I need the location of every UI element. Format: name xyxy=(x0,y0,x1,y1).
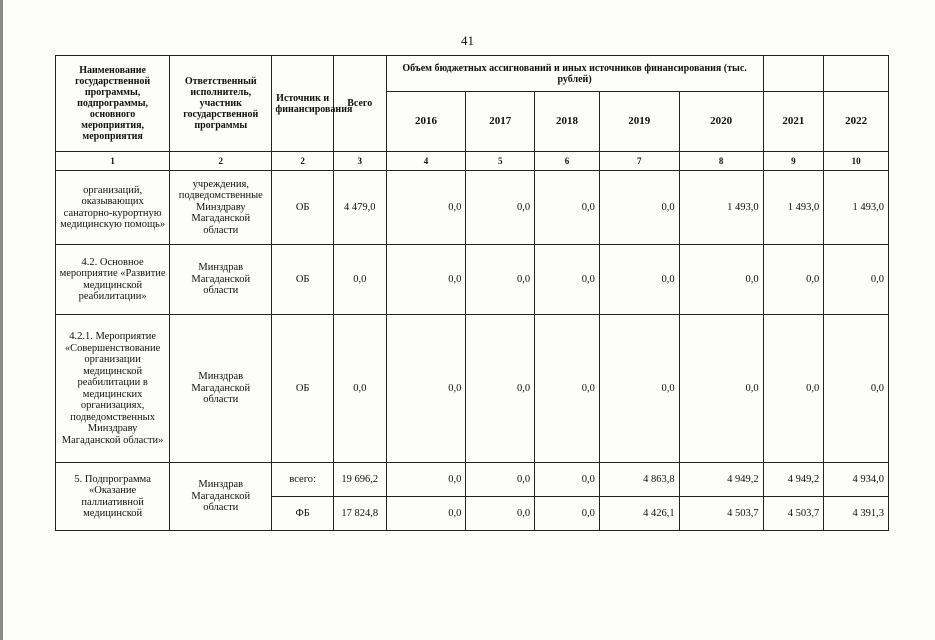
row-year-value: 1 493,0 xyxy=(679,171,763,245)
page-edge-line xyxy=(0,0,3,640)
row-year-value: 1 493,0 xyxy=(824,171,889,245)
header-year: 2021 xyxy=(763,92,824,152)
row-total: 19 696,2 xyxy=(333,463,386,497)
row-year-value: 0,0 xyxy=(386,171,466,245)
row-year-value: 0,0 xyxy=(824,245,889,315)
row-year-value: 0,0 xyxy=(386,315,466,463)
header-empty-cell xyxy=(824,56,889,92)
row-name: 4.2. Основное мероприятие «Развитие медицинской реабилитации» xyxy=(56,245,170,315)
header-name: Наименование государственной программы, подпрограммы, основного мероприятия, мероприятия xyxy=(56,56,170,152)
column-number: 9 xyxy=(763,152,824,171)
table-row xyxy=(56,171,889,245)
row-year-value: 0,0 xyxy=(466,245,535,315)
header-volume: Объем бюджетных ассигнований и иных источников финансирования (тыс. рублей) xyxy=(386,56,763,92)
row-year-value: 0,0 xyxy=(535,245,600,315)
row-name: 5. Подпрограмма «Оказание паллиативной медицинской xyxy=(56,463,170,531)
column-number: 7 xyxy=(599,152,679,171)
header-empty-cell xyxy=(763,56,824,92)
row-year-value: 0,0 xyxy=(599,315,679,463)
header-year: 2016 xyxy=(386,92,466,152)
row-year-value: 0,0 xyxy=(466,315,535,463)
row-year-value: 0,0 xyxy=(466,171,535,245)
column-number: 2 xyxy=(272,152,334,171)
row-source: ФБ xyxy=(272,497,334,531)
column-number: 3 xyxy=(333,152,386,171)
column-number: 1 xyxy=(56,152,170,171)
header-source: Источник и финансирования xyxy=(272,56,334,152)
row-total: 0,0 xyxy=(333,245,386,315)
row-year-value: 4 863,8 xyxy=(599,463,679,497)
row-year-value: 0,0 xyxy=(824,315,889,463)
header-year: 2019 xyxy=(599,92,679,152)
header-responsible: Ответственный исполнитель, участник государственной программы xyxy=(170,56,272,152)
row-name: 4.2.1. Мероприятие «Совершенствование организации медицинской реабилитации в медицинских организациях, подведомственных Минздраву Магаданской области» xyxy=(56,315,170,463)
row-year-value: 0,0 xyxy=(599,171,679,245)
row-year-value: 4 391,3 xyxy=(824,497,889,531)
table-row xyxy=(56,463,889,497)
row-year-value: 0,0 xyxy=(386,497,466,531)
row-name: организаций, оказывающих санаторно-курортную медицинскую помощь» xyxy=(56,171,170,245)
row-year-value: 0,0 xyxy=(763,245,824,315)
page-number: 41 xyxy=(461,33,474,48)
row-year-value: 0,0 xyxy=(679,315,763,463)
column-number: 2 xyxy=(170,152,272,171)
row-year-value: 0,0 xyxy=(466,463,535,497)
column-number-row xyxy=(56,152,889,171)
row-year-value: 0,0 xyxy=(535,171,600,245)
row-year-value: 0,0 xyxy=(599,245,679,315)
row-year-value: 0,0 xyxy=(466,497,535,531)
row-responsible: Минздрав Магаданской области xyxy=(170,315,272,463)
header-year: 2022 xyxy=(824,92,889,152)
row-total: 0,0 xyxy=(333,315,386,463)
table-row xyxy=(56,245,889,315)
row-year-value: 4 503,7 xyxy=(679,497,763,531)
row-year-value: 0,0 xyxy=(386,463,466,497)
row-year-value: 0,0 xyxy=(679,245,763,315)
column-number: 5 xyxy=(466,152,535,171)
row-year-value: 1 493,0 xyxy=(763,171,824,245)
row-year-value: 0,0 xyxy=(535,497,600,531)
row-year-value: 0,0 xyxy=(386,245,466,315)
row-year-value: 4 949,2 xyxy=(679,463,763,497)
row-year-value: 4 949,2 xyxy=(763,463,824,497)
column-number: 8 xyxy=(679,152,763,171)
row-year-value: 4 503,7 xyxy=(763,497,824,531)
table-row xyxy=(56,315,889,463)
budget-table xyxy=(55,55,889,531)
header-year: 2020 xyxy=(679,92,763,152)
row-year-value: 0,0 xyxy=(763,315,824,463)
row-source: всего: xyxy=(272,463,334,497)
row-source: ОБ xyxy=(272,245,334,315)
row-source: ОБ xyxy=(272,171,334,245)
row-year-value: 4 934,0 xyxy=(824,463,889,497)
header-year: 2018 xyxy=(535,92,600,152)
header-total: Всего xyxy=(333,56,386,152)
row-total: 4 479,0 xyxy=(333,171,386,245)
row-total: 17 824,8 xyxy=(333,497,386,531)
row-responsible: Минздрав Магаданской области xyxy=(170,245,272,315)
row-year-value: 0,0 xyxy=(535,315,600,463)
column-number: 10 xyxy=(824,152,889,171)
row-responsible: учреждения, подведомственные Минздраву Магаданской области xyxy=(170,171,272,245)
row-source: ОБ xyxy=(272,315,334,463)
row-year-value: 0,0 xyxy=(535,463,600,497)
row-year-value: 4 426,1 xyxy=(599,497,679,531)
header-year: 2017 xyxy=(466,92,535,152)
column-number: 6 xyxy=(535,152,600,171)
column-number: 4 xyxy=(386,152,466,171)
row-responsible: Минздрав Магаданской области xyxy=(170,463,272,531)
